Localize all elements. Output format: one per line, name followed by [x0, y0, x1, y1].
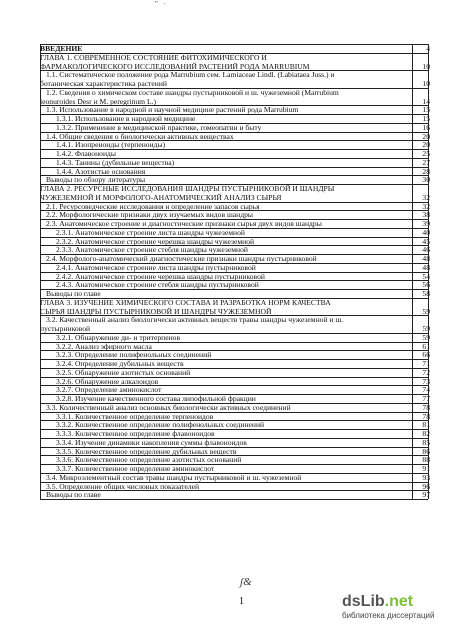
- table-rule: [40, 88, 428, 89]
- toc-entry-text: 2.4.3. Анатомическое строение стебля шандры пустырниковой: [56, 280, 259, 290]
- table-rule: [40, 114, 428, 115]
- toc-entry-text: ГЛАВА 2. РЕСУРСНЫЕ ИССЛЕДОВАНИЯ ШАНДРЫ ПУСТЫРНИКОВОЙ И ШАНДРЫ: [40, 184, 335, 193]
- toc-entry-text: 1.4.4. Азотистые основания: [56, 166, 146, 176]
- toc-entry-text: 3.3.6. Количественное определение азотистых оснований: [56, 455, 242, 465]
- toc-entry-text: 1.3.1. Использование в народной медицине: [56, 114, 196, 123]
- table-rule: [40, 412, 428, 413]
- toc-entry: [0, 403, 450, 412]
- toc-entry-page: 20: [422, 140, 430, 150]
- toc-entry-text: Выводы по обзору литературы: [46, 175, 146, 185]
- toc-entry: [0, 385, 450, 394]
- table-rule: [412, 44, 413, 499]
- table-rule: [40, 175, 428, 176]
- table-rule: [40, 44, 428, 45]
- toc-entry-text: 3.5. Определение общих числовых показателей: [46, 481, 200, 491]
- toc-entry: [0, 455, 450, 464]
- toc-entry-page: 4: [426, 44, 430, 53]
- toc-entry-text: 1.2. Сведения о химическом составе шандры пустырниковой и ш. чужеземной (Marrubium: [46, 87, 339, 97]
- toc-entry: [0, 175, 450, 184]
- table-rule: [40, 464, 428, 465]
- toc-entry: [0, 289, 450, 298]
- table-rule: [40, 245, 428, 246]
- table-rule: [40, 368, 428, 369]
- toc-entry-page: 59: [422, 332, 430, 342]
- toc-entry-text: 3.2.3. Определение полифенольных соединений: [56, 350, 212, 360]
- toc-entry: [0, 272, 450, 281]
- toc-entry-text: СЫРЬЯ ШАНДРЫ ПУСТЫРНИКОВОЙ И ШАНДРЫ ЧУЖЕЗЕМНОЙ: [40, 306, 272, 316]
- toc-entry-text: 3.2. Качественный анализ биологически активных веществ травы шандры чужеземной и ш.: [46, 315, 344, 325]
- table-rule: [40, 219, 428, 220]
- table-rule: [40, 53, 428, 54]
- toc-entry: [0, 333, 450, 342]
- table-rule: [40, 438, 428, 439]
- toc-entry: [0, 254, 450, 263]
- table-rule: [40, 210, 428, 211]
- toc-entry-text: 2.3.2. Анатомическое строение черешка шандры чужеземной: [56, 236, 255, 246]
- table-rule: [40, 123, 428, 124]
- toc-entry-page: 48: [422, 262, 430, 272]
- toc-entry: [0, 245, 450, 254]
- watermark-logo-domain: .net: [384, 593, 414, 610]
- toc-entry-text: 1.1. Систематическое положение рода Marrubium сем. Lamiaceae Lindl. (Labiataea Juss.) и: [46, 70, 335, 80]
- toc-entry-page: 10: [422, 79, 430, 88]
- toc-entry-text: 1.4.2. Флавоноиды: [56, 149, 116, 158]
- table-rule: [40, 140, 428, 141]
- table-rule: [40, 342, 428, 343]
- toc-entry-page: 56: [422, 280, 430, 290]
- table-rule: [40, 298, 428, 299]
- toc-entry-page: 54: [422, 271, 430, 281]
- toc-entry-text: 3.2.4. Определение дубильных веществ: [56, 359, 184, 368]
- table-rule: [40, 44, 41, 499]
- watermark-subtitle: библиотека диссертаций: [342, 611, 435, 620]
- watermark-logo: [342, 593, 413, 611]
- toc-entry: [0, 70, 450, 88]
- toc-entry-text: 1.3.2. Применение в медицинской практике, гомеопатии и быту: [56, 122, 262, 132]
- toc-entry-page: 73: [422, 376, 430, 386]
- table-rule: [40, 429, 428, 430]
- toc-entry-text: 1.3. Использование в народной и научной медицине растений рода Marrubium: [46, 105, 299, 115]
- toc-entry-text: 1.4.1. Изопреноиды (терпеноиды): [56, 140, 166, 150]
- toc-entry-text: ГЛАВА 3. ИЗУЧЕНИЕ ХИМИЧЕСКОГО СОСТАВА И РАЗРАБОТКА НОРМ КАЧЕСТВА: [40, 297, 331, 307]
- table-rule: [40, 394, 428, 395]
- toc-entry-text: ФАРМАКОЛОГИЧЕСКОГО ИССЛЕДОВАНИЙ РАСТЕНИЙ РОДА MARRUBIUM: [40, 61, 310, 71]
- toc-entry: [0, 263, 450, 272]
- table-rule: [40, 350, 428, 351]
- toc-entry-text: 3.3.4. Изучение динамики накопления суммы флавоноидов: [56, 437, 247, 447]
- toc-entry: [0, 210, 450, 219]
- toc-entry-text: 3.2.5. Обнаружение азотистых оснований: [56, 367, 191, 377]
- toc-entry-text: ГЛАВА 1. СОВРЕМЕННОЕ СОСТОЯНИЕ ФИТОХИМИЧЕСКОГО И: [40, 52, 267, 62]
- table-rule: [40, 167, 428, 168]
- table-rule: [40, 158, 428, 159]
- toc-entry: [0, 473, 450, 482]
- table-rule: [40, 499, 428, 500]
- table-rule: [40, 482, 428, 483]
- toc-entry: [0, 482, 450, 491]
- table-rule: [40, 377, 428, 378]
- toc-entry: [0, 342, 450, 351]
- table-rule: [40, 237, 428, 238]
- toc-entry-text: пустырниковой: [40, 324, 91, 333]
- watermark: [342, 593, 444, 623]
- toc-entry: [0, 140, 450, 149]
- toc-entry: [0, 123, 450, 132]
- toc-entry-page: 66: [422, 350, 430, 360]
- toc-entry: [0, 298, 450, 316]
- toc-entry: [0, 412, 450, 421]
- table-rule: [40, 184, 428, 185]
- toc-entry: [0, 228, 450, 237]
- table-rule: [40, 359, 428, 360]
- table-rule: [40, 70, 428, 71]
- toc-entry-page: 14: [422, 96, 430, 106]
- toc-entry-page: 93: [422, 472, 430, 482]
- toc-entry-text: 2.3.1. Анатомическое строение листа шандры чужеземной: [56, 227, 245, 237]
- toc-entry-text: 2.3. Анатомическое строение и диагностические признаки сырья двух видов шандры: [46, 219, 322, 228]
- toc-entry-page: 40: [422, 227, 430, 237]
- toc-entry-page: 32: [422, 192, 430, 202]
- toc-entry-page: 48: [422, 254, 430, 263]
- toc-entry-page: 59: [422, 306, 430, 316]
- toc-entry-text: 2.4.1. Анатомическое строение листа шандры пустырниковой: [56, 262, 256, 272]
- toc-entry-text: 3.2.6. Обнаружение алкалоидов: [56, 376, 159, 386]
- toc-entry-page: 15: [422, 105, 430, 115]
- toc-entry: [0, 88, 450, 106]
- toc-entry-text: 3.4. Микроэлементный состав травы шандры пустырниковой и ш. чужеземной: [46, 472, 302, 482]
- toc-entry-text: Выводы по главе: [46, 490, 101, 500]
- toc-entry-page: 45: [422, 236, 430, 246]
- toc-entry: [0, 447, 450, 456]
- toc-entry-text: 1.4.3. Танины (дубильные вещества): [56, 157, 175, 167]
- toc-entry-page: 91: [422, 464, 430, 473]
- table-rule: [40, 473, 428, 474]
- toc-entry-text: ботаническая характеристика растений: [40, 79, 167, 88]
- table-rule: [40, 105, 428, 106]
- table-rule: [40, 132, 428, 133]
- table-rule: [40, 149, 428, 150]
- toc-entry-page: 71: [422, 359, 430, 368]
- toc-entry: [0, 114, 450, 123]
- toc-entry-page: 38: [422, 210, 430, 220]
- toc-entry: [0, 167, 450, 176]
- toc-entry-page: 28: [422, 166, 430, 176]
- table-rule: [40, 272, 428, 273]
- table-rule: [40, 289, 428, 290]
- toc-entry-text: Выводы по главе: [46, 289, 101, 298]
- toc-entry-page: 86: [422, 446, 430, 456]
- toc-entry-page: 78: [422, 402, 430, 412]
- table-rule: [40, 254, 428, 255]
- toc-entry: [0, 184, 450, 202]
- toc-entry-text: 2.4. Морфолого-анатомический диагностические признаки шандры пустырниковой: [46, 254, 317, 263]
- toc-entry: [0, 105, 450, 114]
- toc-entry-text: 2.1. Ресурсоведческие исследования и определение запасов сырья: [46, 201, 260, 211]
- toc-entry-text: ВВЕДЕНИЕ: [40, 44, 83, 53]
- toc-entry-text: 3.2.8. Изучение качественного состава липофильной фракции: [56, 394, 256, 403]
- toc-entry-page: 97: [422, 490, 430, 500]
- table-rule: [428, 44, 429, 499]
- toc-entry-page: 78: [422, 411, 430, 421]
- toc-entry-page: 61: [422, 341, 430, 351]
- toc-entry-text: 3.3. Количественный анализ основных биологически активных соединений: [46, 402, 291, 412]
- toc-entry: [0, 315, 450, 333]
- toc-entry: [0, 202, 450, 211]
- toc-entry: [0, 280, 450, 289]
- toc-entry-text: 3.2.7. Определение аминокислот: [56, 385, 162, 395]
- table-rule: [40, 385, 428, 386]
- toc-entry-text: 3.3.7. Количественное определение аминокислот: [56, 464, 215, 473]
- table-rule: [40, 455, 428, 456]
- toc-entry-page: 77: [422, 394, 430, 403]
- toc-entry: [0, 149, 450, 158]
- toc-entry-text: 3.2.2. Анализ эфирного масла: [56, 341, 152, 351]
- toc-entry-page: 46: [422, 245, 430, 255]
- toc-entry-page: 59: [422, 324, 430, 333]
- toc-entry-text: 1.4. Общие сведения о биологически активных веществах: [46, 131, 234, 141]
- toc-entry-text: 2.2. Морфологические признаки двух изучаемых видов шандры: [46, 210, 253, 220]
- signature: ʃ&: [240, 576, 252, 588]
- toc-entry-page: 96: [422, 481, 430, 491]
- toc-entry: [0, 394, 450, 403]
- table-rule: [40, 228, 428, 229]
- toc-entry: [0, 368, 450, 377]
- toc-entry-text: ЧУЖЕЗЕМНОЙ И МОРФОЛОГО-АНАТОМИЧЕСКИЙ АНАЛИЗ СЫРЬЯ: [40, 192, 282, 202]
- table-rule: [40, 315, 428, 316]
- toc-entry-page: 27: [422, 157, 430, 167]
- toc-entry-page: 16: [422, 122, 430, 132]
- page-number: 1: [239, 596, 244, 607]
- toc-entry: [0, 44, 450, 53]
- toc-entry: [0, 158, 450, 167]
- toc-entry-page: 10: [422, 61, 430, 71]
- toc-entry-page: 81: [422, 420, 430, 430]
- toc-entry-text: 3.3.5. Количественное определение дубильных веществ: [56, 446, 237, 456]
- toc-entry-text: 2.3.3. Анатомическое строение стебля шандры чужеземной: [56, 245, 248, 255]
- toc-entry-text: 3.3.1. Количественное определение терпеноидов: [56, 411, 214, 421]
- toc-entry-page: 15: [422, 114, 430, 123]
- toc-entry: [0, 420, 450, 429]
- toc-entry-page: 82: [422, 429, 430, 438]
- toc-entry-page: 58: [422, 289, 430, 298]
- table-rule: [40, 263, 428, 264]
- toc-entry-text: 3.2.1. Обнаружение ди- и тритерпенов: [56, 332, 181, 342]
- toc-entry-text: 3.3.2. Количественное определение полифенольных соединений: [56, 420, 265, 430]
- toc-entry: [0, 377, 450, 386]
- toc-entry-page: 30: [422, 175, 430, 185]
- toc-entry: [0, 350, 450, 359]
- toc-entry-page: 20: [422, 131, 430, 141]
- table-rule: [40, 202, 428, 203]
- toc-entry: [0, 464, 450, 473]
- top-mark: " ·: [155, 0, 168, 8]
- table-rule: [40, 447, 428, 448]
- toc-entry: [0, 53, 450, 71]
- toc-entry: [0, 490, 450, 499]
- watermark-logo-main: dsLib: [342, 593, 385, 610]
- toc-entry: [0, 438, 450, 447]
- toc-entry: [0, 429, 450, 438]
- table-rule: [40, 333, 428, 334]
- table-rule: [40, 420, 428, 421]
- toc-entry-page: 74: [422, 385, 430, 395]
- toc-entry-text: 2.4.2. Анатомическое строение черешка шандры пустырниковой: [56, 271, 265, 281]
- toc-entry-page: 85: [422, 437, 430, 447]
- toc-entry: [0, 219, 450, 228]
- table-rule: [40, 280, 428, 281]
- toc-entry-page: 32: [422, 201, 430, 211]
- toc-entry: [0, 359, 450, 368]
- table-rule: [40, 490, 428, 491]
- toc-entry: [0, 132, 450, 141]
- toc-entry-page: 25: [422, 149, 430, 158]
- toc-entry-page: 88: [422, 455, 430, 465]
- toc-entry: [0, 237, 450, 246]
- toc-entry-text: 3.3.3. Количественное определение флавоноидов: [56, 429, 215, 438]
- toc-entry-page: 39: [422, 219, 430, 228]
- table-rule: [40, 403, 428, 404]
- toc-entry-page: 72: [422, 367, 430, 377]
- toc-entry-text: leonuroides Desr и M. peregrinum L.): [40, 96, 157, 106]
